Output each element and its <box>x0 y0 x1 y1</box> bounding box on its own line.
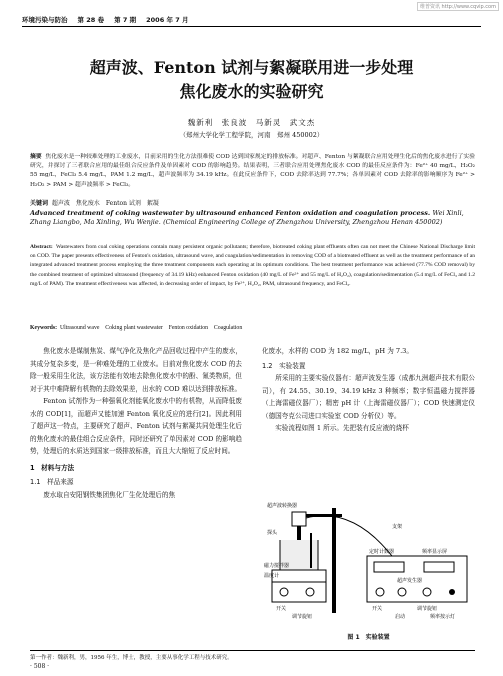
label-frequency-display: 频率显示屏 <box>422 549 448 555</box>
abstract-en-text: Wastewaters from coal coking operations contain many persistent organic pollutants; therefore, biotreated coking plant effluents often can not meet the Chinese National Discharge limit on COD. The paper presents effectiveness of Fenton's oxidation, ultrasound wave, and coagulation/sedimentation in removing COD of a biotreated effluent as well as the treatment performance of an integrated advanced treatment process employing the three treatment components each operating at its optimum conditions. The best treatment performance was achieved (77.7% COD removal) by the combined treatment of optimized ultrasound (frequency of 34.19 kHz) enhanced Fenton oxidation (40 mg/L of Fe²⁺ and 55 mg/L of H₂O₂), coagulation/sedimentation (5.4 mg/L of FeCl₃ and 1.2 mg/L of PAM). The treatment effectiveness was affected, in decreasing order of impact, by Fe²⁺, H₂O₂, PAM, ultrasound frequency, and FeCl₃. <box>30 244 476 287</box>
abstract-cn-label: 摘要 <box>30 154 42 160</box>
keywords-cn-label: 关键词 <box>30 200 49 207</box>
magnetic-stirrer-box <box>272 570 326 582</box>
stirrer-switch-knob <box>280 588 288 596</box>
equipment-paragraph: 所采用的主要实验仪器有：超声波发生器（成都九洲超声技术有限公司），有 24.55、30.19、34.19 kHz 3 种频率；数字恒温磁力搅拌器（上海雷磁仪器厂）；精密 pH 计（上海雷磁仪器厂）；COD 快速测定仪（德国夸克公司进口实验室 COD 分析仪）等。 <box>262 374 475 420</box>
affiliation: （郑州大学化学工程学院，河南 郑州 450002） <box>179 131 324 139</box>
keywords-en <box>30 322 475 331</box>
timer-display <box>374 562 404 572</box>
label-speed-knob: 调节旋钮 <box>292 614 313 620</box>
page-number: · 508 · <box>30 663 50 670</box>
transducer-body <box>292 512 306 526</box>
label-thermometer: 温度计 <box>264 573 280 579</box>
section-heading-1: 1 材料与方法 <box>30 463 75 472</box>
thermometer <box>310 533 312 568</box>
frequency-display <box>424 562 454 572</box>
running-header <box>22 13 481 27</box>
body-right-column <box>262 345 475 435</box>
volume: 第 28 卷 <box>77 16 105 24</box>
intro-paragraph-1: 焦化废水是煤制焦炭、煤气净化及焦化产品回收过程中产生的废水，其成分复杂多变，是一种难处理的工业废水。目前对焦化废水 COD 的去除一般采用生化法，该方法能有效地去除焦化废水中的酚、氰类物质，但对于其中难降解有机物的去除效果差，出水的 COD 难以达到排放标准。 <box>30 347 242 393</box>
keywords-cn-text: 超声波 焦化废水 Fenton 试剂 絮凝 <box>51 200 159 207</box>
keywords-en-label: Keywords: <box>30 325 58 331</box>
label-transducer: 超声波转换器 <box>267 503 298 509</box>
sample-continuation: 化废水，水样的 COD 为 182 mg/L，pH 为 7.3。 <box>262 347 413 355</box>
stirrer-speed-knob <box>306 588 314 596</box>
apparatus-diagram <box>262 498 475 628</box>
label-adjust-knob: 调节旋钮 <box>417 606 438 612</box>
title-line-1: 超声波、Fenton 试剂与絮凝联用进一步处理 <box>89 58 414 77</box>
keywords-cn <box>30 198 475 207</box>
abstract-en-label: Abstract: <box>30 244 53 250</box>
generator-adjust-knob <box>423 588 431 596</box>
date: 2006 年 7 月 <box>146 16 189 24</box>
label-stand: 支架 <box>392 524 403 530</box>
paper-title <box>0 56 503 104</box>
title-en: Advanced treatment of coking wastewater by ultrasound enhanced Fenton oxidation and coagulation process. Wei Xinli, Zhang Liangbo, Ma Xinling, Wu Wenjie. (Chemical Engineering College of Zhengzhou University, Zhengzhou Henan 450002) <box>30 209 464 226</box>
sample-paragraph: 废水取自安阳钢铁集团焦化厂生化处理后的焦 <box>43 490 176 499</box>
watermark: 维普资讯 http://www.cqvip.com <box>417 2 499 11</box>
title-line-2: 焦化废水的实验研究 <box>179 82 324 101</box>
subsection-heading-1-1: 1.1 样品来源 <box>30 478 74 486</box>
body-left-column <box>30 345 242 501</box>
affiliation-en: (Chemical Engineering College of Zhengzhou University, Zhengzhou Henan 450002) <box>163 218 443 226</box>
abstract-cn <box>30 153 475 190</box>
label-probe: 探头 <box>267 530 278 536</box>
abstract-en <box>30 243 475 289</box>
abstract-cn-text: 焦化废水是一种较难处理的工业废水，目前采用的生化方法很难使 COD 达到国家规定的排放标准。对超声、Fenton 与絮凝联合应用处理生化后的焦化废水进行了实验研究，并探讨了三者联合应用的最佳组合反应条件及单因素对 COD 的影响趋势。结果表明，三者联合应用处理焦化废水 COD 的最佳反应条件为：Fe²⁺ 40 mg/L，H₂O₂ 55 mg/L，FeCl₃ 5.4 mg/L，PAM 1.2 mg/L，超声波频率为 34.19 kHz。在此反应条件下，COD 去除率达到 77.7%；各单因素对 COD 去除率的影响顺序为 Fe²⁺ > H₂O₂ > PAM > 超声波频率 > FeCl₃。 <box>30 154 475 188</box>
label-generator: 超声发生器 <box>397 578 423 584</box>
footnote: 第一作者：魏新利，男，1956 年生，博士，教授，主要从事化学工程与技术研究。 <box>30 650 475 661</box>
authors-en: Wei Xinli, Zhang Liangbo, Ma Xinling, Wu Wenjie. <box>30 209 464 226</box>
journal-name: 环境污染与防治 <box>22 16 68 24</box>
authors: 魏新利 张良波 马新灵 武文杰 <box>187 118 316 127</box>
issue: 第 7 期 <box>114 16 137 24</box>
generator-switch-knob <box>376 588 384 596</box>
figure-caption: 图 1 实验装置 <box>347 634 390 641</box>
title-en-text: Advanced treatment of coking wastewater by ultrasound enhanced Fenton oxidation and coagulation process <box>30 209 428 217</box>
label-start: 启动 <box>395 614 406 620</box>
keywords-en-text: Ultrasound wave Coking plant wastewater Fenton oxidation Coagulation <box>59 325 243 331</box>
figure-1 <box>262 498 475 638</box>
generator-start-knob <box>398 588 406 596</box>
frequency-indicator-lamp <box>449 589 455 595</box>
label-frequency-lamp: 频率按示灯 <box>430 614 456 620</box>
label-magnetic-stirrer: 磁力搅拌器 <box>264 563 290 569</box>
label-switch-stirrer: 开关 <box>276 606 287 612</box>
procedure-paragraph: 实验流程如图 1 所示。先把装有反应液的烧杯 <box>275 424 409 432</box>
label-switch-generator: 开关 <box>372 606 383 612</box>
intro-paragraph-2: Fenton 试剂作为一种强氧化剂能氧化废水中的有机物，从而降低废水的 COD[1]，而超声又能加速 Fenton 氧化反应的进行[2]。因此利用了超声这一特点，主要研究了超声、Fenton 试剂与絮凝共同处理生化后的焦化废水的最佳组合反应条件，同时还研究了单因素对 COD 的影响趋势，处理后的水质达到国家一级排放标准，而且大大缩短了反应时间。 <box>30 397 242 455</box>
stand-pole <box>332 508 336 613</box>
subsection-heading-1-2: 1.2 实验装置 <box>262 361 306 370</box>
label-timer: 定时计数器 <box>369 549 395 555</box>
